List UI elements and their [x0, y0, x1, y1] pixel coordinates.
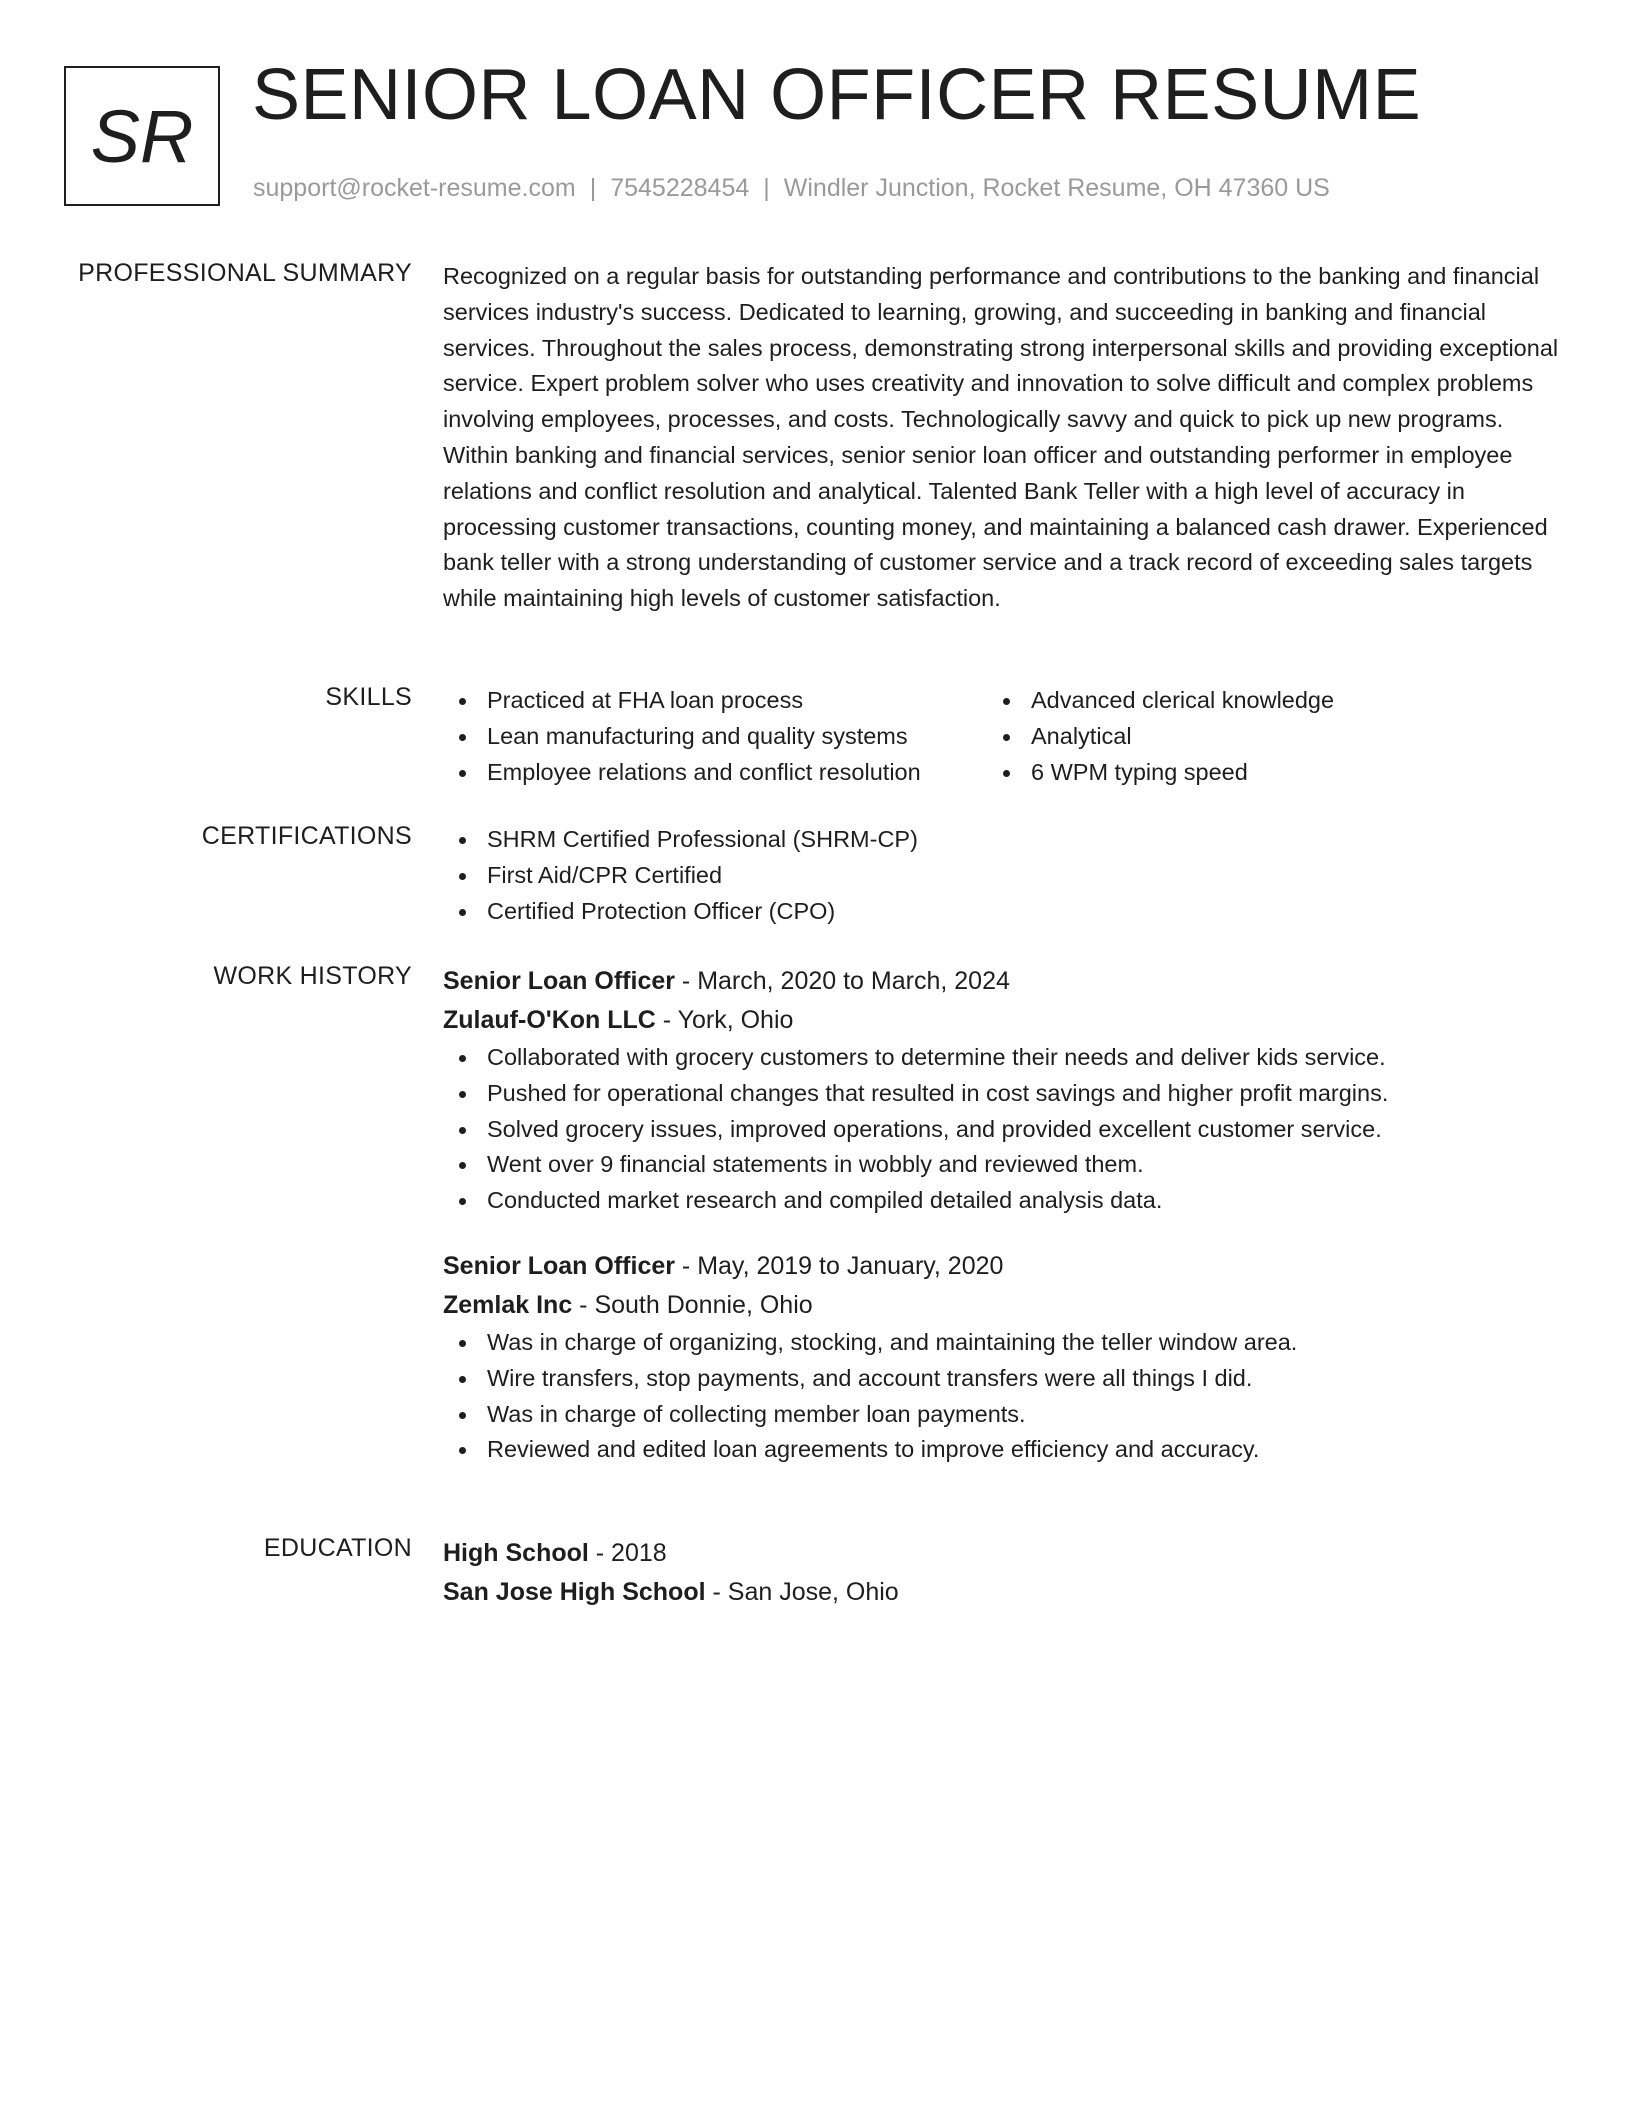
job-location: - South Donnie, Ohio — [572, 1290, 813, 1319]
contact-separator: | — [763, 174, 770, 202]
certification-item: SHRM Certified Professional (SHRM-CP) — [443, 822, 1563, 858]
skill-item: 6 WPM typing speed — [987, 755, 1334, 791]
section-label-work-history: WORK HISTORY — [213, 962, 412, 990]
education-degree-line — [443, 1534, 1563, 1573]
section-label-education: EDUCATION — [263, 1534, 412, 1562]
job-title: Senior Loan Officer — [443, 967, 675, 995]
contact-separator: | — [589, 174, 597, 202]
job-bullet: Was in charge of organizing, stocking, and maintaining the teller window area. — [443, 1325, 1563, 1361]
job-bullet: Conducted market research and compiled detailed analysis data. — [443, 1183, 1563, 1219]
job-bullet: Went over 9 financial statements in wobbly and reviewed them. — [443, 1147, 1563, 1183]
job-company: Zemlak Inc — [443, 1290, 573, 1319]
education-school-line — [443, 1573, 1563, 1612]
job-title-line — [443, 1247, 1563, 1286]
education-degree: High School — [443, 1539, 589, 1567]
section-label-skills: SKILLS — [325, 683, 412, 711]
job-bullets — [443, 1040, 1563, 1219]
skill-item: Analytical — [987, 719, 1334, 755]
job-bullet: Wire transfers, stop payments, and account transfers were all things I did. — [443, 1361, 1563, 1397]
job-bullet: Collaborated with grocery customers to determine their needs and deliver kids service. — [443, 1040, 1563, 1076]
job-company-line — [443, 1286, 1563, 1325]
job-location: - York, Ohio — [655, 1006, 794, 1034]
certification-item: First Aid/CPR Certified — [443, 858, 1563, 894]
certification-item: Certified Protection Officer (CPO) — [443, 894, 1563, 930]
job-entry — [443, 962, 1563, 1219]
contact-phone: 7545228454 — [610, 174, 750, 202]
resume-title: SENIOR LOAN OFFICER RESUME — [252, 55, 1422, 135]
education-school: San Jose High School — [443, 1578, 706, 1606]
summary-text: Recognized on a regular basis for outstanding performance and contributions to the banking and financial services industry's success. Dedicated to learning, growing, and succeeding in banking and financial services. Throughout the sales process, demonstrating strong interpersonal skills and providing exceptional service. Expert problem solver who uses creativity and innovation to solve difficult and complex problems involving employees, processes, and costs. Technologically savvy and quick to pick up new programs. Within banking and financial services, senior senior loan officer and outstanding performer in employee relations and conflict resolution and analytical. Talented Bank Teller with a high level of accuracy in processing customer transactions, counting money, and maintaining a balanced cash drawer. Experienced bank teller with a strong understanding of customer service and a track record of exceeding sales targets while maintaining high levels of customer satisfaction. — [443, 263, 1559, 612]
job-entry — [443, 1247, 1563, 1468]
job-bullet: Reviewed and edited loan agreements to improve efficiency and accuracy. — [443, 1432, 1563, 1468]
job-bullets — [443, 1325, 1563, 1468]
skills-list-right — [987, 683, 1334, 790]
skill-item: Employee relations and conflict resolution — [443, 755, 921, 791]
education-year: - 2018 — [588, 1539, 667, 1567]
job-dates: - May, 2019 to January, 2020 — [674, 1251, 1004, 1280]
job-title-line — [443, 962, 1563, 1001]
skill-item: Practiced at FHA loan process — [443, 683, 921, 719]
job-bullet: Solved grocery issues, improved operations, and provided excellent customer service. — [443, 1112, 1563, 1148]
contact-address: Windler Junction, Rocket Resume, OH 47360 US — [783, 174, 1330, 202]
job-bullet: Pushed for operational changes that resulted in cost savings and higher profit margins. — [443, 1076, 1563, 1112]
certifications-list — [443, 822, 1563, 929]
skills-list-left — [443, 683, 921, 790]
job-title: Senior Loan Officer — [443, 1251, 675, 1280]
job-company: Zulauf-O'Kon LLC — [443, 1006, 656, 1034]
job-bullet: Was in charge of collecting member loan payments. — [443, 1397, 1563, 1433]
job-company-line — [443, 1001, 1563, 1040]
monogram: SR — [64, 66, 220, 206]
section-label-summary: PROFESSIONAL SUMMARY — [78, 259, 412, 287]
contact-email: support@rocket-resume.com — [253, 174, 576, 202]
skill-item: Lean manufacturing and quality systems — [443, 719, 921, 755]
section-skills — [0, 683, 1632, 793]
section-label-certifications: CERTIFICATIONS — [201, 822, 412, 850]
education-location: - San Jose, Ohio — [705, 1578, 899, 1606]
job-dates: - March, 2020 to March, 2024 — [674, 967, 1010, 995]
skill-item: Advanced clerical knowledge — [987, 683, 1334, 719]
contact-line — [253, 174, 1330, 203]
